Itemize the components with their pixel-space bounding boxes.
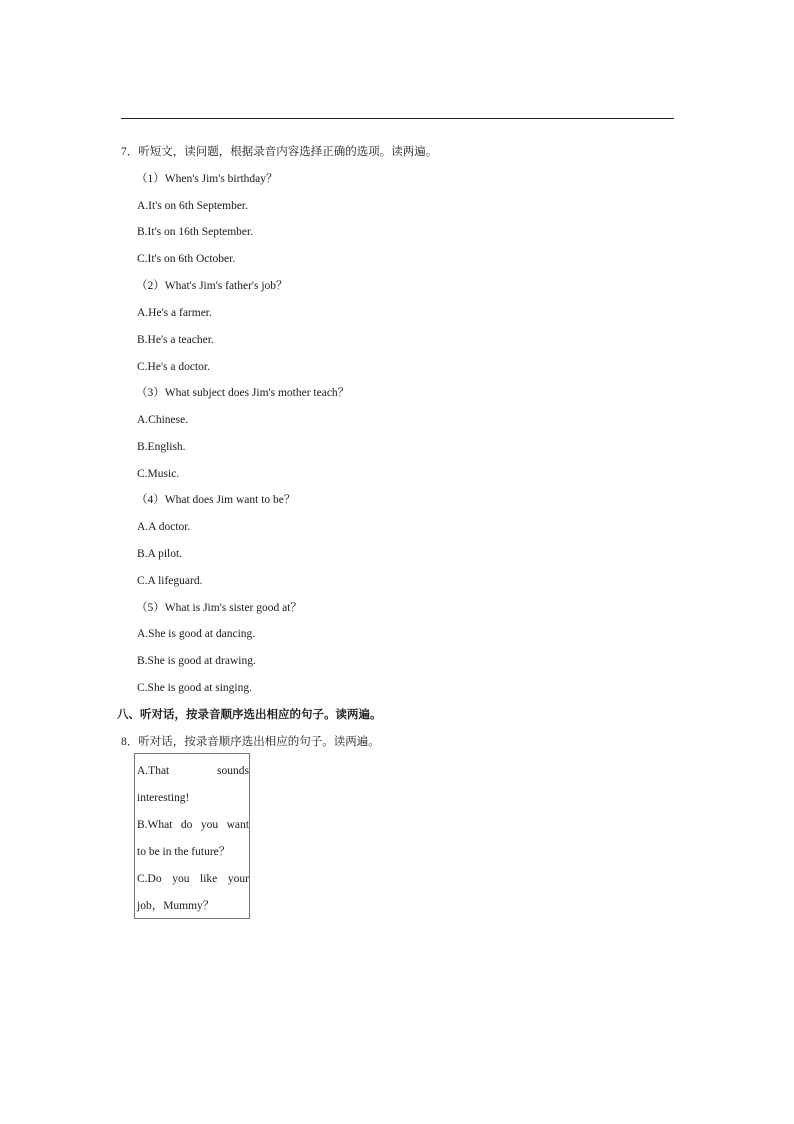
- option-7-5-b[interactable]: B.She is good at drawing.: [137, 655, 256, 667]
- question-7-3: （3）What subject does Jim's mother teach？: [136, 387, 350, 399]
- question-8-stem: 8．听对话，按录音顺序选出相应的句子。读两遍。: [121, 736, 380, 748]
- box-word: do: [180, 819, 193, 831]
- question-7-2: （2）What's Jim's father's job？: [136, 280, 288, 292]
- box-word: you: [200, 819, 219, 831]
- section-8-heading: 八、听对话，按录音顺序选出相应的句子。读两遍。: [117, 709, 382, 721]
- box-word: B.What: [137, 819, 173, 831]
- box-word: job，Mummy？: [137, 900, 215, 912]
- box-line-6: [137, 899, 249, 913]
- box-word: you: [172, 873, 190, 885]
- option-7-2-a[interactable]: A.He's a farmer.: [137, 307, 212, 319]
- box-word: like: [200, 873, 218, 885]
- question-7-1: （1）When's Jim's birthday？: [136, 173, 278, 185]
- box-word: A.That: [137, 765, 170, 777]
- option-7-2-b[interactable]: B.He's a teacher.: [137, 334, 214, 346]
- box-line-1: [137, 764, 249, 778]
- option-7-1-a[interactable]: A.It's on 6th September.: [137, 200, 248, 212]
- box-word: your: [227, 873, 249, 885]
- option-7-4-c[interactable]: C.A lifeguard.: [137, 575, 203, 587]
- box-word: interesting!: [137, 792, 190, 804]
- box-line-3: [137, 818, 249, 832]
- box-line-2: [137, 791, 249, 805]
- question-7-stem: 7．听短文，读问题，根据录音内容选择正确的选项。读两遍。: [121, 146, 438, 158]
- question-7-4: （4）What does Jim want to be？: [136, 494, 296, 506]
- box-line-4: [137, 845, 249, 859]
- option-7-1-b[interactable]: B.It's on 16th September.: [137, 226, 254, 238]
- box-word: sounds: [217, 765, 249, 777]
- option-7-2-c[interactable]: C.He's a doctor.: [137, 361, 210, 373]
- box-word: to be in the future？: [137, 846, 231, 858]
- option-7-3-b[interactable]: B.English.: [137, 441, 186, 453]
- option-7-3-c[interactable]: C.Music.: [137, 468, 180, 480]
- box-word: want: [226, 819, 249, 831]
- option-7-1-c[interactable]: C.It's on 6th October.: [137, 253, 236, 265]
- header-rule: [121, 118, 674, 119]
- option-7-4-b[interactable]: B.A pilot.: [137, 548, 183, 560]
- box-line-5: [137, 872, 249, 886]
- option-7-5-c[interactable]: C.She is good at singing.: [137, 682, 253, 694]
- option-7-5-a[interactable]: A.She is good at dancing.: [137, 628, 256, 640]
- question-7-5: （5）What is Jim's sister good at？: [136, 602, 302, 614]
- sentence-box: [134, 753, 250, 919]
- option-7-3-a[interactable]: A.Chinese.: [137, 414, 189, 426]
- option-7-4-a[interactable]: A.A doctor.: [137, 521, 191, 533]
- box-word: C.Do: [137, 873, 162, 885]
